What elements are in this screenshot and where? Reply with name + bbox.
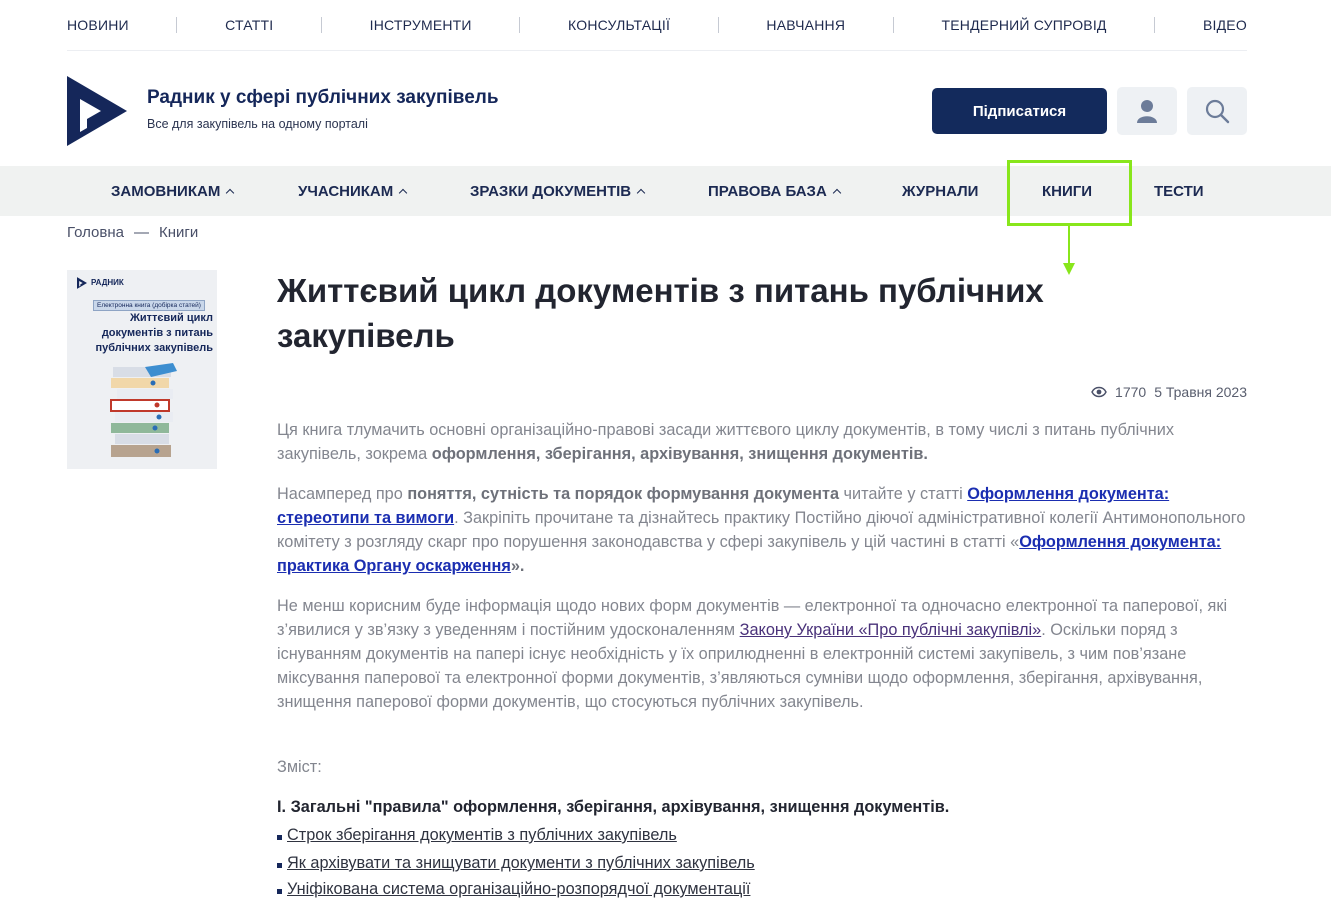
book-cover bbox=[67, 270, 217, 469]
topnav-divider bbox=[519, 17, 520, 33]
views-count: 1770 bbox=[1115, 384, 1147, 400]
article-title: Життєвий цикл документів з питань публічних закупівель bbox=[277, 272, 1044, 354]
toc-link[interactable]: Уніфікована система організаційно-розпорядчої документації bbox=[287, 880, 751, 898]
menu-document-samples[interactable] bbox=[470, 166, 644, 216]
cover-logo-icon bbox=[77, 277, 87, 289]
topnav-tender-support[interactable]: ТЕНДЕРНИЙ СУПРОВІД bbox=[941, 17, 1107, 33]
intro-bold: оформлення, зберігання, архівування, знищення документів. bbox=[431, 445, 928, 463]
link-procurement-law[interactable]: Закону України «Про публічні закупівлі» bbox=[739, 621, 1042, 639]
topnav-articles[interactable]: СТАТТІ bbox=[225, 17, 274, 33]
paragraph-text: Не менш корисним буде інформація щодо нових форм документів — електронної та одночасно електронної та паперової, які з’явилися у зв’язку з уведенням і постійним удосконаленням bbox=[277, 597, 1228, 639]
top-nav bbox=[67, 0, 1247, 51]
menu-label: ТЕСТИ bbox=[1154, 182, 1204, 200]
user-button[interactable] bbox=[1117, 87, 1177, 135]
site-logo[interactable] bbox=[67, 76, 127, 146]
annotation-arrow bbox=[1068, 226, 1070, 266]
bullet-square-icon bbox=[277, 863, 282, 868]
toc-label: Зміст: bbox=[277, 758, 322, 776]
cover-brand-text: РАДНИК bbox=[91, 278, 124, 287]
search-button[interactable] bbox=[1187, 87, 1247, 135]
paragraph-text: ». bbox=[510, 557, 525, 575]
paragraph-forms bbox=[277, 594, 1247, 714]
paragraph-text: Насамперед про bbox=[277, 485, 408, 503]
topnav-training[interactable]: НАВЧАННЯ bbox=[766, 17, 846, 33]
cover-title: Життєвий цикл документів з питань публічних закупівель bbox=[95, 312, 213, 354]
eye-icon bbox=[1091, 386, 1107, 398]
site-subtitle: Все для закупівель на одному порталі bbox=[147, 117, 368, 131]
menu-journals[interactable] bbox=[902, 166, 978, 216]
toc-item bbox=[277, 880, 750, 899]
breadcrumb-home[interactable]: Головна bbox=[67, 224, 124, 241]
chevron-up-icon bbox=[226, 189, 234, 197]
topnav-consultations[interactable]: КОНСУЛЬТАЦІЇ bbox=[568, 17, 671, 33]
menu-label: ПРАВОВА БАЗА bbox=[708, 182, 827, 200]
topnav-news[interactable]: НОВИНИ bbox=[67, 17, 129, 33]
menu-tests[interactable] bbox=[1154, 166, 1204, 216]
breadcrumb bbox=[67, 224, 198, 241]
topnav-divider bbox=[1154, 17, 1155, 33]
user-icon bbox=[1137, 99, 1157, 123]
intro-text: Ця книга тлумачить основні організаційно-правові засади життєвого циклу документів, в тому числі з питань публічних закупівель, зокрема bbox=[277, 421, 1175, 463]
topnav-divider bbox=[176, 17, 177, 33]
menu-label: ЗАМОВНИКАМ bbox=[111, 182, 221, 200]
topnav-divider bbox=[893, 17, 894, 33]
toc-section-heading: І. Загальні "правила" оформлення, зберігання, архівування, знищення документів. bbox=[277, 798, 950, 816]
publish-date: 5 Травня 2023 bbox=[1154, 384, 1247, 400]
topnav-divider bbox=[321, 17, 322, 33]
cover-label: Електронна книга (добірка статей) bbox=[93, 300, 205, 311]
toc-item bbox=[277, 826, 677, 845]
paragraph-text: . Закріпіть прочитане та дізнайтесь практику Постійно діючої адміністративної колегії Антимонопольного комітету з розгляду скарг про порушення законодавства у сфері закупівель у цій частині в статті « bbox=[277, 509, 1246, 551]
topnav-video[interactable]: ВІДЕО bbox=[1202, 17, 1247, 33]
menu-customers[interactable] bbox=[111, 166, 233, 216]
paragraph-text: читайте у статті bbox=[839, 485, 968, 503]
bullet-square-icon bbox=[277, 835, 282, 840]
chevron-up-icon bbox=[833, 189, 841, 197]
chevron-up-icon bbox=[637, 189, 645, 197]
menu-label: КНИГИ bbox=[1042, 182, 1093, 200]
cover-brand bbox=[77, 277, 124, 289]
chevron-up-icon bbox=[399, 189, 407, 197]
site-title[interactable]: Радник у сфері публічних закупівель bbox=[147, 87, 499, 108]
toc-link[interactable]: Строк зберігання документів з публічних закупівель bbox=[287, 826, 677, 844]
toc-item bbox=[277, 854, 755, 873]
menu-label: ЗРАЗКИ ДОКУМЕНТІВ bbox=[470, 182, 632, 200]
breadcrumb-current: Книги bbox=[159, 224, 199, 241]
topnav-tools[interactable]: ІНСТРУМЕНТИ bbox=[369, 17, 472, 33]
article-meta bbox=[1091, 384, 1247, 400]
toc-link[interactable]: Як архівувати та знищувати документи з публічних закупівель bbox=[287, 854, 755, 872]
paragraph-concepts bbox=[277, 482, 1247, 578]
intro-paragraph bbox=[277, 418, 1247, 466]
topnav-divider bbox=[718, 17, 719, 33]
highlight-box bbox=[1007, 160, 1132, 226]
bullet-square-icon bbox=[277, 889, 282, 894]
binders-illustration bbox=[107, 365, 179, 461]
subscribe-button[interactable]: Підписатися bbox=[932, 88, 1107, 134]
breadcrumb-separator: — bbox=[134, 224, 149, 241]
paragraph-bold: поняття, сутність та порядок формування документа bbox=[407, 485, 839, 503]
link-document-stereotypes[interactable]: Оформлення документа: стереотипи та вимоги bbox=[277, 485, 1170, 527]
search-icon bbox=[1205, 99, 1229, 123]
menu-participants[interactable] bbox=[298, 166, 406, 216]
link-document-appeal-practice[interactable]: Оформлення документа: практика Органу оскарження bbox=[277, 533, 1222, 575]
paragraph-text: . Оскільки поряд з існуванням документів на папері існує необхідність у їх оприлюдненні в електронній системі закупівель, з чим пов’язане міксування паперової та електронної форми документів, з’являються сумніви щодо оформлення, зберігання, архівування, знищення паперової форми документів, що стосуються публічних закупівель. bbox=[277, 621, 1203, 711]
menu-legal-base[interactable] bbox=[708, 166, 840, 216]
menu-label: УЧАСНИКАМ bbox=[298, 182, 394, 200]
menu-label: ЖУРНАЛИ bbox=[902, 182, 979, 200]
